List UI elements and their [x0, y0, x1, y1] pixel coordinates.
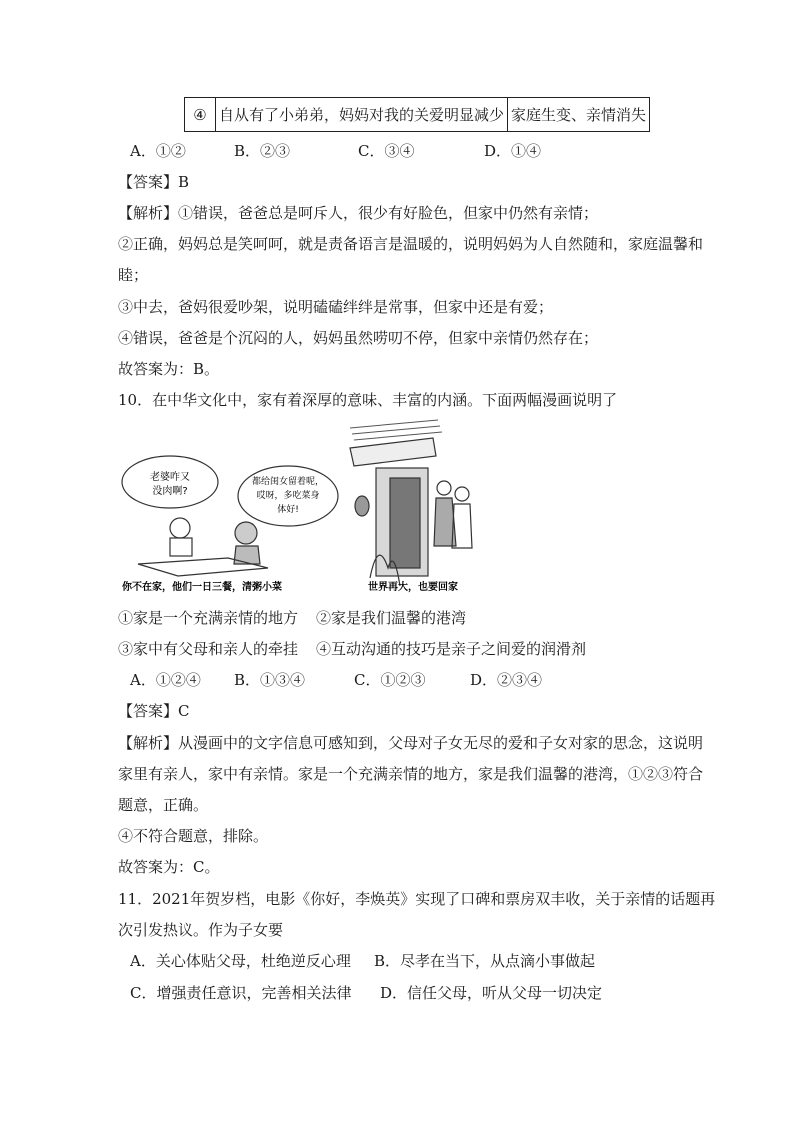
- row-number: ④: [185, 98, 216, 132]
- table-row: [185, 98, 650, 132]
- q11-stem: 次引发热议。作为子女要: [118, 921, 284, 939]
- q9-conclusion: 故答案为：B。: [118, 360, 220, 378]
- q9-option-b: B．②③: [234, 142, 291, 160]
- q11-stem: 11．2021年贺岁档，电影《你好，李焕英》实现了口碑和票房双丰收，关于亲情的话题再: [118, 890, 716, 908]
- question-table: [184, 97, 650, 132]
- q10-answer: 【答案】C: [118, 702, 190, 720]
- caption-left: 你不在家，他们一日三餐，清粥小菜: [122, 582, 282, 593]
- q10-stem: 10．在中华文化中，家有着深厚的意味、丰富的内涵。下面两幅漫画说明了: [118, 391, 618, 409]
- bubble-text: 没肉啊?: [152, 486, 188, 497]
- q9-option-d: D．①④: [484, 142, 542, 160]
- q10-conclusion: 故答案为：C。: [118, 858, 220, 876]
- bubble-text: 都给闺女留着呢，: [251, 477, 325, 487]
- bubble-text: 老婆咋又: [150, 472, 190, 483]
- q9-analysis-line: ④错误，爸爸是个沉闷的人，妈妈虽然唠叨不停，但家中亲情仍然存在；: [118, 329, 599, 347]
- caption-right: 世界再大，也要回家: [368, 582, 458, 593]
- q11-option-b: B．尽孝在当下，从点滴小事做起: [374, 952, 596, 970]
- q10-analysis-line: 题意，正确。: [118, 796, 209, 814]
- q10-option-b: B．①③④: [234, 671, 306, 689]
- situation-cell: 自从有了小弟弟，妈妈对我的关爱明显减少: [216, 98, 508, 132]
- q10-statement-1: ①家是一个充满亲情的地方: [118, 609, 299, 627]
- q11-option-a: A．关心体贴父母，杜绝逆反心理: [130, 952, 351, 970]
- q10-statement-2: ②家是我们温馨的港湾: [316, 609, 467, 627]
- q9-option-c: C．③④: [358, 142, 415, 160]
- roof-tiles: [350, 420, 442, 440]
- q11-option-d: D．信任父母，听从父母一切决定: [380, 984, 603, 1002]
- conclusion-cell: 家庭生变、亲情消失: [508, 98, 650, 132]
- door-illustration: [350, 438, 472, 586]
- q9-option-a: A．①②: [130, 142, 186, 160]
- q9-analysis-line: 睦；: [118, 266, 149, 284]
- q10-analysis-line: 家里有亲人，家中有亲情。家是一个充满亲情的地方，家是我们温馨的港湾，①②③符合: [118, 765, 704, 783]
- q10-option-c: C．①②③: [354, 671, 426, 689]
- cartoon-image: [118, 418, 478, 594]
- q10-statement-4: ④互动沟通的技巧是亲子之间爱的润滑剂: [316, 640, 587, 658]
- q11-option-c: C．增强责任意识，完善相关法律: [130, 984, 352, 1002]
- q10-analysis-line: ④不符合题意，排除。: [118, 827, 269, 845]
- q10-statement-3: ③家中有父母和亲人的牵挂: [118, 640, 299, 658]
- q9-answer: 【答案】B: [118, 173, 190, 191]
- bubble-text: 哎呀，多吃菜身: [256, 491, 320, 501]
- q10-option-d: D．②③④: [470, 671, 543, 689]
- q9-analysis-line: 【解析】①错误，爸爸总是呵斥人，很少有好脸色，但家中仍然有亲情；: [118, 204, 599, 222]
- q10-analysis-line: 【解析】从漫画中的文字信息可感知到，父母对子女无尽的爱和子女对家的思念，这说明: [118, 734, 704, 752]
- q10-option-a: A．①②④: [130, 671, 201, 689]
- q9-analysis-line: ②正确，妈妈总是笑呵呵，就是责备语言是温暖的，说明妈妈为人自然随和，家庭温馨和: [118, 235, 704, 253]
- q9-analysis-line: ③中去，爸妈很爱吵架，说明磕磕绊绊是常事，但家中还是有爱；: [118, 298, 554, 316]
- bubble-text: 体好!: [277, 505, 299, 515]
- parents-illustration: [138, 518, 268, 576]
